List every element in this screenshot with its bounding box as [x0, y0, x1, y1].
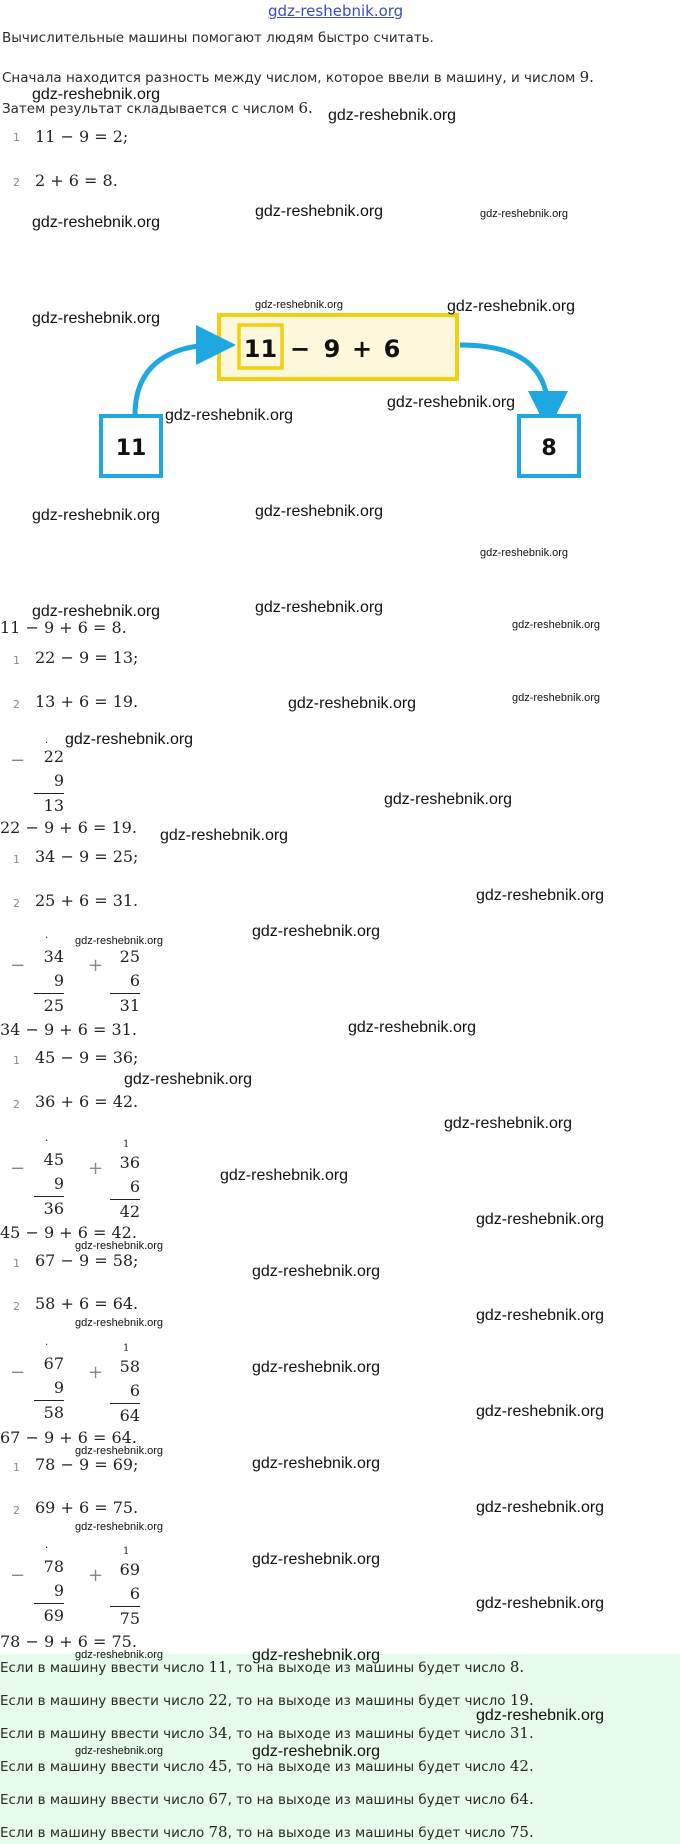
answer-text: Если в машину ввести число [0, 1693, 205, 1709]
watermark: gdz-reshebnik.org [252, 1551, 381, 1568]
watermark: gdz-reshebnik.org [512, 619, 601, 631]
result-line: 45 − 9 + 6 = 42. [0, 1223, 137, 1242]
watermark: gdz-reshebnik.org [32, 86, 161, 103]
watermark: gdz-reshebnik.org [288, 695, 417, 712]
step-expression: 13 + 6 = 19. [35, 692, 139, 711]
addend-1: 25 [119, 947, 140, 966]
answer-line [0, 1691, 534, 1709]
answer-text: Если в машину ввести число [0, 1759, 205, 1775]
answer-line [0, 1790, 534, 1808]
result-line: 22 − 9 + 6 = 19. [0, 818, 137, 837]
answer-output: 8. [509, 1658, 525, 1676]
step-expression: 22 − 9 = 13; [35, 648, 139, 667]
step-expression: 78 − 9 = 69; [35, 1455, 139, 1474]
watermark: gdz-reshebnik.org [480, 547, 569, 559]
answer-text: , то на выходе из машины будет число [227, 1660, 506, 1676]
answer-text: , то на выходе из машины будет число [227, 1726, 506, 1742]
plus-sign: + [88, 1565, 104, 1586]
step-expression: 25 + 6 = 31. [35, 891, 139, 910]
addend-2: 6 [129, 1177, 140, 1196]
intro-number-6: 6. [298, 99, 313, 117]
step-number: 1 [13, 131, 20, 144]
machine-number-6: 6 [383, 335, 401, 363]
watermark: gdz-reshebnik.org [252, 923, 381, 940]
answer-text: , то на выходе из машины будет число [227, 1693, 506, 1709]
watermark: gdz-reshebnik.org [387, 394, 516, 411]
answer-input: 78 [208, 1823, 228, 1841]
borrow-dot: · [45, 1136, 49, 1147]
borrow-dot: · [45, 738, 49, 749]
machine-number-11: 11 [243, 335, 278, 363]
machine-plus-sign: + [351, 335, 373, 363]
step-expression: 34 − 9 = 25; [35, 847, 139, 866]
watermark: gdz-reshebnik.org [220, 1167, 349, 1184]
watermark: gdz-reshebnik.org [328, 107, 457, 124]
step-number: 2 [13, 897, 20, 910]
watermark: gdz-reshebnik.org [480, 208, 569, 220]
result-line: 67 − 9 + 6 = 64. [0, 1428, 137, 1447]
answer-line [0, 1724, 534, 1742]
intro-line-3-text: Затем результат складывается с числом [2, 101, 295, 117]
watermark: gdz-reshebnik.org [75, 1521, 164, 1533]
answer-input: 67 [208, 1790, 228, 1808]
subtrahend: 9 [53, 971, 64, 990]
intro-line-2-text: Сначала находится разность между числом, которое ввели в машину, и числом [2, 70, 576, 86]
step-number: 2 [13, 1300, 20, 1313]
watermark: gdz-reshebnik.org [75, 1649, 164, 1661]
watermark: gdz-reshebnik.org [252, 1359, 381, 1376]
result-line: 34 − 9 + 6 = 31. [0, 1020, 137, 1039]
column-subtraction [34, 1555, 64, 1628]
carry-digit: 1 [123, 1139, 130, 1150]
watermark: gdz-reshebnik.org [75, 1445, 164, 1457]
minuend: 78 [43, 1557, 64, 1576]
borrow-dot: · [45, 1543, 49, 1554]
difference: 69 [34, 1603, 64, 1628]
watermark: gdz-reshebnik.org [75, 935, 164, 947]
watermark: gdz-reshebnik.org [444, 1115, 573, 1132]
watermark: gdz-reshebnik.org [75, 1745, 164, 1757]
watermark: gdz-reshebnik.org [255, 203, 384, 220]
step-number: 1 [13, 1257, 20, 1270]
sum: 42 [110, 1199, 140, 1224]
watermark: gdz-reshebnik.org [65, 731, 194, 748]
step-expression: 36 + 6 = 42. [35, 1092, 139, 1111]
carry-digit: 1 [123, 1546, 130, 1557]
answer-output: 42. [509, 1757, 534, 1775]
answer-output: 75. [509, 1823, 534, 1841]
plus-sign: + [88, 1158, 104, 1179]
step-number: 1 [13, 1054, 20, 1067]
addend-2: 6 [129, 1584, 140, 1603]
step-expression: 2 + 6 = 8. [35, 171, 118, 190]
step-number: 1 [13, 853, 20, 866]
machine-minus-sign: − [289, 335, 311, 363]
column-subtraction [34, 1148, 64, 1221]
watermark: gdz-reshebnik.org [32, 603, 161, 620]
machine-number-9: 9 [323, 335, 341, 363]
watermark: gdz-reshebnik.org [32, 310, 161, 327]
minus-sign: − [10, 1362, 26, 1383]
minuend: 67 [43, 1354, 64, 1373]
watermark: gdz-reshebnik.org [512, 692, 601, 704]
watermark: gdz-reshebnik.org [75, 1317, 164, 1329]
watermark: gdz-reshebnik.org [476, 1307, 605, 1324]
step-number: 1 [13, 654, 20, 667]
answer-input: 34 [208, 1724, 228, 1742]
addend-1: 58 [119, 1357, 140, 1376]
machine-diagram [90, 305, 610, 485]
step-expression: 67 − 9 = 58; [35, 1251, 139, 1270]
answer-text: , то на выходе из машины будет число [227, 1759, 506, 1775]
minuend: 34 [43, 947, 64, 966]
step-number: 2 [13, 1504, 20, 1517]
column-subtraction [34, 1352, 64, 1425]
column-subtraction [34, 945, 64, 1018]
watermark: gdz-reshebnik.org [252, 1647, 381, 1664]
step-number: 1 [13, 1461, 20, 1474]
watermark: gdz-reshebnik.org [255, 503, 384, 520]
answer-text: Если в машину ввести число [0, 1792, 205, 1808]
watermark: gdz-reshebnik.org [476, 1707, 605, 1724]
watermark: gdz-reshebnik.org [160, 827, 289, 844]
column-addition [110, 1558, 140, 1631]
difference: 36 [34, 1196, 64, 1221]
column-addition [110, 945, 140, 1018]
addend-1: 69 [119, 1560, 140, 1579]
step-expression: 69 + 6 = 75. [35, 1498, 139, 1517]
watermark: gdz-reshebnik.org [476, 1595, 605, 1612]
step-expression: 58 + 6 = 64. [35, 1294, 139, 1313]
minus-sign: − [10, 1565, 26, 1586]
answer-output: 31. [509, 1724, 534, 1742]
watermark: gdz-reshebnik.org [252, 1743, 381, 1760]
answer-text: , то на выходе из машины будет число [227, 1825, 506, 1841]
answer-text: Если в машину ввести число [0, 1825, 205, 1841]
answer-text: Если в машину ввести число [0, 1660, 205, 1676]
intro-line-1: Вычислительные машины помогают людям быстро считать. [2, 30, 434, 46]
answer-input: 11 [208, 1658, 228, 1676]
minuend: 45 [43, 1150, 64, 1169]
watermark: gdz-reshebnik.org [252, 1455, 381, 1472]
intro-line-2 [2, 68, 594, 86]
subtrahend: 9 [53, 1174, 64, 1193]
answer-line [0, 1823, 534, 1841]
answer-text: , то на выходе из машины будет число [227, 1792, 506, 1808]
step-number: 2 [13, 698, 20, 711]
column-addition [110, 1355, 140, 1428]
watermark: gdz-reshebnik.org [32, 214, 161, 231]
watermark: gdz-reshebnik.org [255, 599, 384, 616]
answer-output: 19. [509, 1691, 534, 1709]
watermark: gdz-reshebnik.org [476, 1403, 605, 1420]
sum: 31 [110, 993, 140, 1018]
column-addition [110, 1151, 140, 1224]
addend-2: 6 [129, 1381, 140, 1400]
watermark: gdz-reshebnik.org [75, 1240, 164, 1252]
answer-input: 22 [208, 1691, 228, 1709]
watermark: gdz-reshebnik.org [476, 1211, 605, 1228]
subtrahend: 9 [53, 771, 64, 790]
minus-sign: − [10, 1158, 26, 1179]
addend-1: 36 [119, 1153, 140, 1172]
subtrahend: 9 [53, 1378, 64, 1397]
result-line: 11 − 9 + 6 = 8. [0, 618, 127, 637]
site-link[interactable]: gdz-reshebnik.org [268, 2, 404, 20]
step-number: 2 [13, 176, 20, 189]
input-arrow-icon [135, 345, 216, 415]
input-value: 11 [115, 436, 147, 461]
watermark: gdz-reshebnik.org [255, 299, 344, 311]
watermark: gdz-reshebnik.org [447, 298, 576, 315]
watermark: gdz-reshebnik.org [348, 1019, 477, 1036]
plus-sign: + [88, 1362, 104, 1383]
column-subtraction [34, 745, 64, 818]
answer-text: Если в машину ввести число [0, 1726, 205, 1742]
borrow-dot: · [45, 1340, 49, 1351]
sum: 64 [110, 1403, 140, 1428]
result-line: 78 − 9 + 6 = 75. [0, 1632, 137, 1651]
watermark: gdz-reshebnik.org [32, 507, 161, 524]
watermark: gdz-reshebnik.org [252, 1263, 381, 1280]
difference: 25 [34, 993, 64, 1018]
step-expression: 11 − 9 = 2; [35, 127, 129, 146]
minuend: 22 [43, 747, 64, 766]
answer-output: 64. [509, 1790, 534, 1808]
watermark: gdz-reshebnik.org [384, 791, 513, 808]
minus-sign: − [10, 955, 26, 976]
sum: 75 [110, 1606, 140, 1631]
step-number: 2 [13, 1098, 20, 1111]
carry-digit: 1 [123, 1343, 130, 1354]
borrow-dot: · [45, 933, 49, 944]
difference: 13 [34, 793, 64, 818]
answer-input: 45 [208, 1757, 228, 1775]
step-expression: 45 − 9 = 36; [35, 1048, 139, 1067]
watermark: gdz-reshebnik.org [124, 1071, 253, 1088]
watermark: gdz-reshebnik.org [165, 407, 294, 424]
watermark: gdz-reshebnik.org [476, 887, 605, 904]
plus-sign: + [88, 955, 104, 976]
minus-sign: − [10, 750, 26, 771]
difference: 58 [34, 1400, 64, 1425]
addend-2: 6 [129, 971, 140, 990]
subtrahend: 9 [53, 1581, 64, 1600]
intro-number-9: 9. [579, 68, 594, 86]
watermark: gdz-reshebnik.org [476, 1499, 605, 1516]
output-value: 8 [541, 436, 557, 461]
